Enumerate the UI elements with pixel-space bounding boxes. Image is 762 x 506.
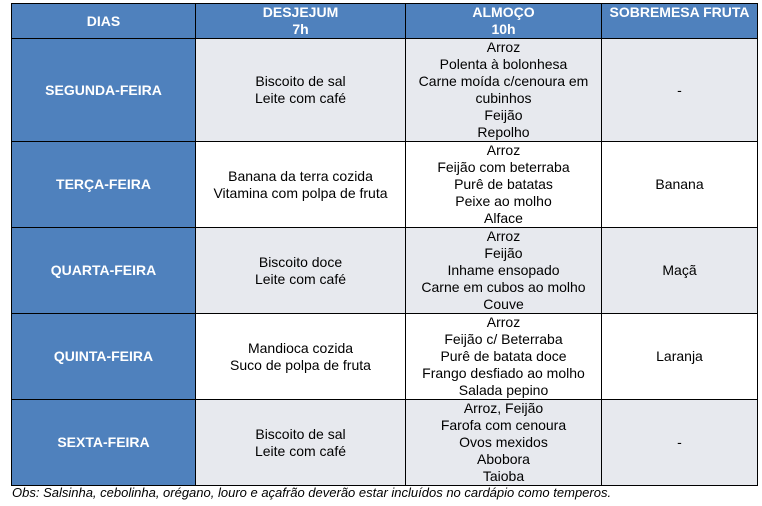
footnote: Obs: Salsinha, cebolinha, orégano, louro e açafrão deverão estar incluídos no cardápio como temperos. xyxy=(12,485,612,500)
table-row xyxy=(12,142,758,228)
day-cell: TERÇA-FEIRA xyxy=(12,142,196,228)
list-item: Couve xyxy=(483,296,524,312)
list-item: Carne em cubos ao molho xyxy=(421,279,586,295)
table-row xyxy=(12,400,758,486)
desjejum-cell xyxy=(196,314,406,400)
header-sobremesa: SOBREMESA FRUTA xyxy=(602,4,758,39)
list-item: Taioba xyxy=(482,468,525,484)
list-item: Leite com café xyxy=(254,90,347,106)
list-item: Inhame ensopado xyxy=(447,262,560,278)
list-item: Purê de batatas xyxy=(454,176,553,192)
almoco-cell xyxy=(406,228,602,314)
day-cell: SEXTA-FEIRA xyxy=(12,400,196,486)
list-item: Carne moída c/cenoura em xyxy=(418,73,589,89)
list-item: Alface xyxy=(484,210,523,226)
list-item: Vitamina com polpa de fruta xyxy=(213,184,388,201)
header-desjejum-time: 7h xyxy=(292,21,309,37)
day-cell: QUARTA-FEIRA xyxy=(12,228,196,314)
table-row xyxy=(12,39,758,142)
list-item: Arroz, Feijão xyxy=(463,400,544,416)
desjejum-cell xyxy=(196,142,406,228)
header-almoco xyxy=(406,4,602,39)
list-item: Arroz xyxy=(486,314,521,330)
header-dias: DIAS xyxy=(12,4,196,39)
table-row xyxy=(12,228,758,314)
almoco-cell xyxy=(406,39,602,142)
list-item: Salada pepino xyxy=(458,382,549,398)
list-item: Feijão com beterraba xyxy=(437,159,570,175)
list-item: Banana da terra cozida xyxy=(228,167,373,184)
day-cell: QUINTA-FEIRA xyxy=(12,314,196,400)
desjejum-cell xyxy=(196,39,406,142)
list-item: Suco de polpa de fruta xyxy=(230,356,371,373)
list-item: Peixe ao molho xyxy=(455,193,552,209)
list-item: Feijão xyxy=(484,245,523,261)
list-item: Abobora xyxy=(477,451,530,467)
sobremesa-cell: Maçã xyxy=(602,228,758,314)
list-item: Repolho xyxy=(477,124,530,140)
list-item: Feijão xyxy=(484,107,523,123)
header-row xyxy=(12,4,758,39)
sobremesa-cell: Banana xyxy=(602,142,758,228)
list-item: Purê de batata doce xyxy=(440,348,567,364)
list-item: Arroz xyxy=(486,228,521,244)
sobremesa-cell: Laranja xyxy=(602,314,758,400)
header-almoco-time: 10h xyxy=(491,21,516,37)
list-item: cubinhos xyxy=(475,90,532,106)
desjejum-cell xyxy=(196,400,406,486)
almoco-cell xyxy=(406,142,602,228)
table-row xyxy=(12,314,758,400)
list-item: Polenta à bolonhesa xyxy=(439,56,568,72)
header-desjejum-label: DESJEJUM xyxy=(262,4,339,20)
sobremesa-cell: - xyxy=(602,400,758,486)
header-desjejum xyxy=(196,4,406,39)
list-item: Arroz xyxy=(486,142,521,158)
almoco-cell xyxy=(406,400,602,486)
list-item: Leite com café xyxy=(254,270,347,287)
menu-table xyxy=(11,3,758,486)
sobremesa-cell: - xyxy=(602,39,758,142)
list-item: Ovos mexidos xyxy=(459,434,548,450)
almoco-cell xyxy=(406,314,602,400)
list-item: Biscoito doce xyxy=(258,253,343,270)
list-item: Mandioca cozida xyxy=(247,339,354,356)
list-item: Biscoito de sal xyxy=(255,73,346,89)
list-item: Farofa com cenoura xyxy=(440,417,567,433)
list-item: Frango desfiado ao molho xyxy=(422,365,585,381)
header-almoco-label: ALMOÇO xyxy=(472,4,535,20)
day-cell: SEGUNDA-FEIRA xyxy=(12,39,196,142)
list-item: Feijão c/ Beterraba xyxy=(444,331,563,347)
list-item: Arroz xyxy=(486,39,521,55)
desjejum-cell xyxy=(196,228,406,314)
list-item: Biscoito de sal xyxy=(255,425,346,442)
list-item: Leite com café xyxy=(254,442,347,459)
